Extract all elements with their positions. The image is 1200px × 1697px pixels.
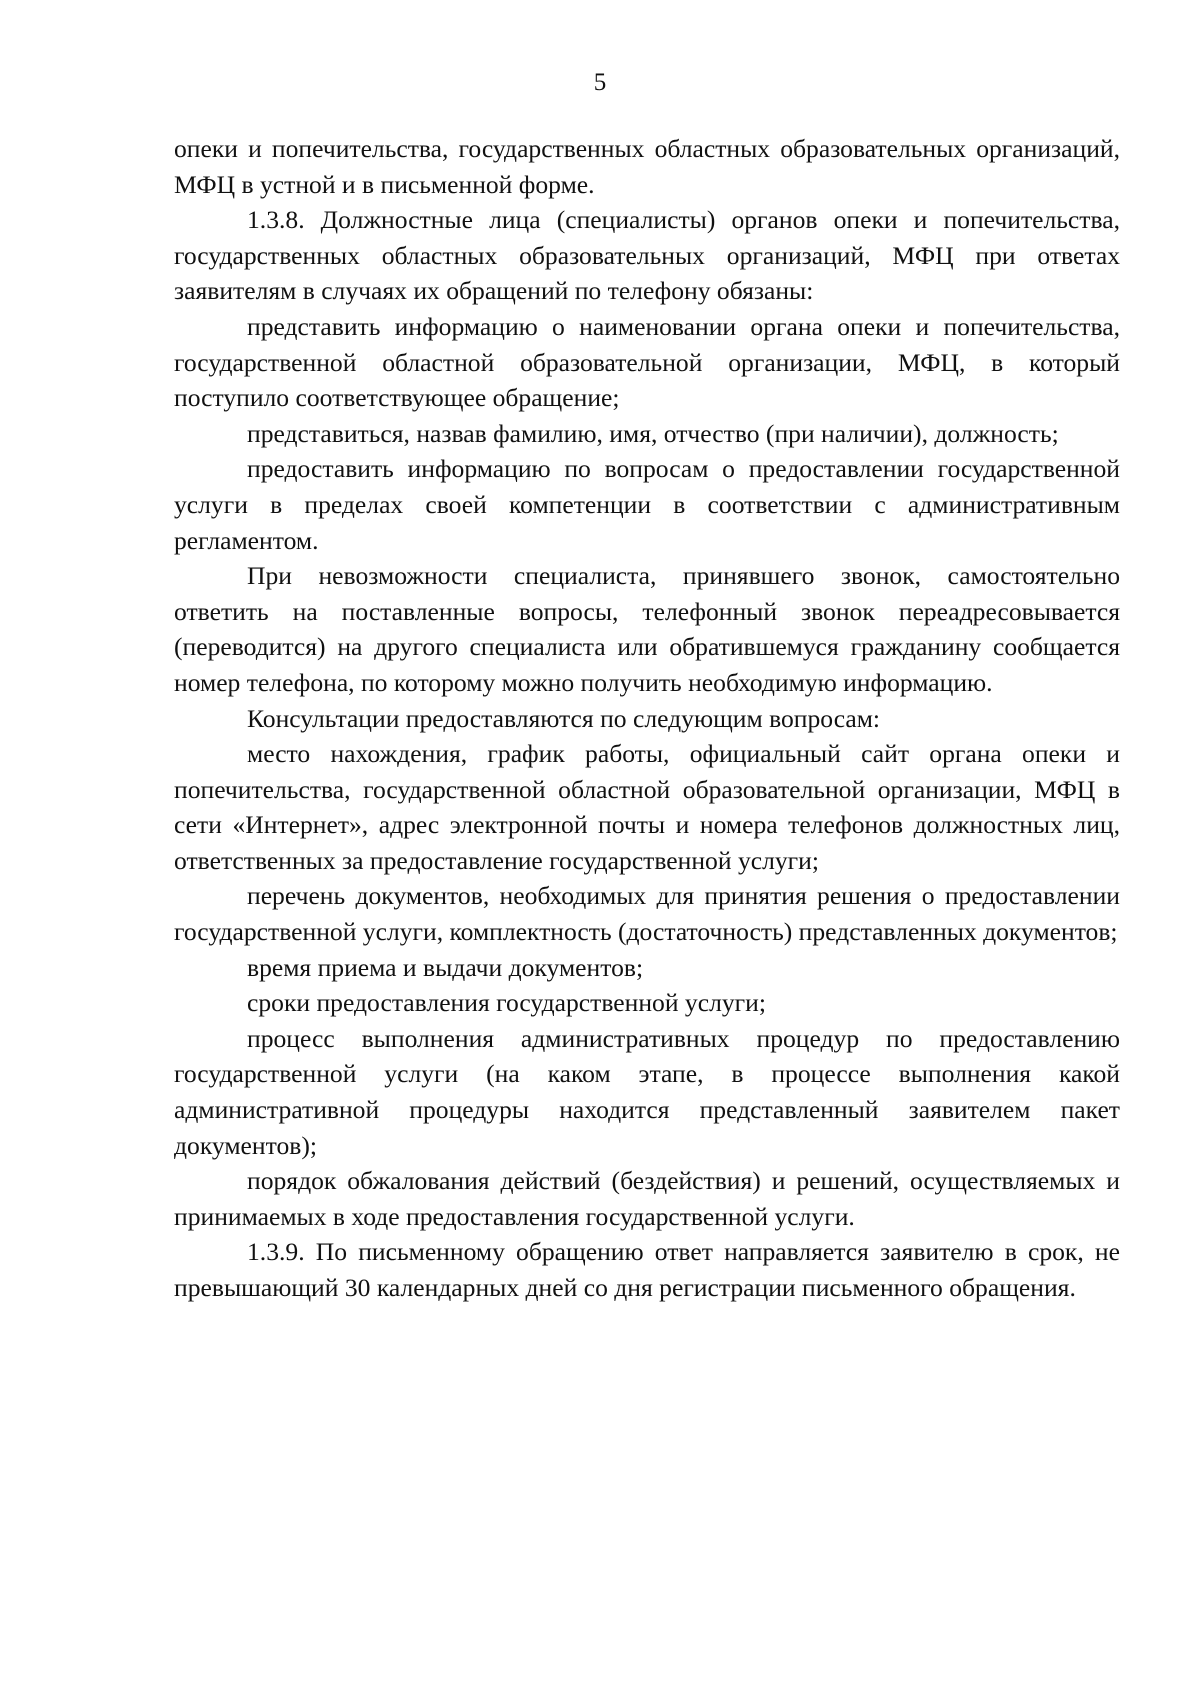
paragraph-duty-introduce: представиться, назвав фамилию, имя, отчество (при наличии), должность; bbox=[247, 418, 1059, 448]
paragraph-continuation: опеки и попечительства, государственных областных образовательных организаций, МФЦ в устной и в письменной форме. bbox=[174, 134, 1120, 199]
paragraph-consult-process: процесс выполнения административных процедур по предоставлению государственной услуги (на каком этапе, в процессе выполнения какой административной процедуры находится представленный заявителем пакет документов); bbox=[174, 1023, 1120, 1160]
document-body bbox=[174, 131, 1120, 1306]
paragraph-consult-location: место нахождения, график работы, официальный сайт органа опеки и попечительства, государственной областной образовательной организации, МФЦ в сети «Интернет», адрес электронной почты и номера телефонов должностных лиц, ответственных за предоставление государственной услуги; bbox=[174, 739, 1120, 875]
paragraph-1-3-9: 1.3.9. По письменному обращению ответ направляется заявителю в срок, не превышающий 30 календарных дней со дня регистрации письменного обращения. bbox=[174, 1237, 1120, 1302]
paragraph-consultations-intro: Консультации предоставляются по следующим вопросам: bbox=[247, 703, 881, 733]
paragraph-duty-inform: представить информацию о наименовании органа опеки и попечительства, государственной областной образовательной организации, МФЦ, в который поступило соответствующее обращение; bbox=[174, 311, 1120, 413]
paragraph-call-redirect: При невозможности специалиста, принявшего звонок, самостоятельно ответить на поставленные вопросы, телефонный звонок переадресовывается (переводится) на другого специалиста или обратившемуся гражданину сообщается номер телефона, по которому можно получить необходимую информацию. bbox=[174, 561, 1120, 697]
paragraph-consult-reception-time: время приема и выдачи документов; bbox=[247, 952, 644, 982]
paragraph-1-3-8: 1.3.8. Должностные лица (специалисты) органов опеки и попечительства, государственных областных образовательных организаций, МФЦ при ответах заявителям в случаях их обращений по телефону обязаны: bbox=[174, 205, 1120, 306]
paragraph-duty-provide: предоставить информацию по вопросам о предоставлении государственной услуги в пределах своей компетенции в соответствии с административным регламентом. bbox=[174, 454, 1120, 555]
paragraph-consult-deadlines: сроки предоставления государственной услуги; bbox=[247, 988, 766, 1018]
page-number: 5 bbox=[593, 69, 607, 96]
paragraph-consult-documents: перечень документов, необходимых для принятия решения о предоставлении государственной услуги, комплектность (достаточность) представленных документов; bbox=[174, 881, 1120, 947]
paragraph-consult-appeal: порядок обжалования действий (бездействия) и решений, осуществляемых и принимаемых в ходе предоставления государственной услуги. bbox=[174, 1166, 1120, 1231]
